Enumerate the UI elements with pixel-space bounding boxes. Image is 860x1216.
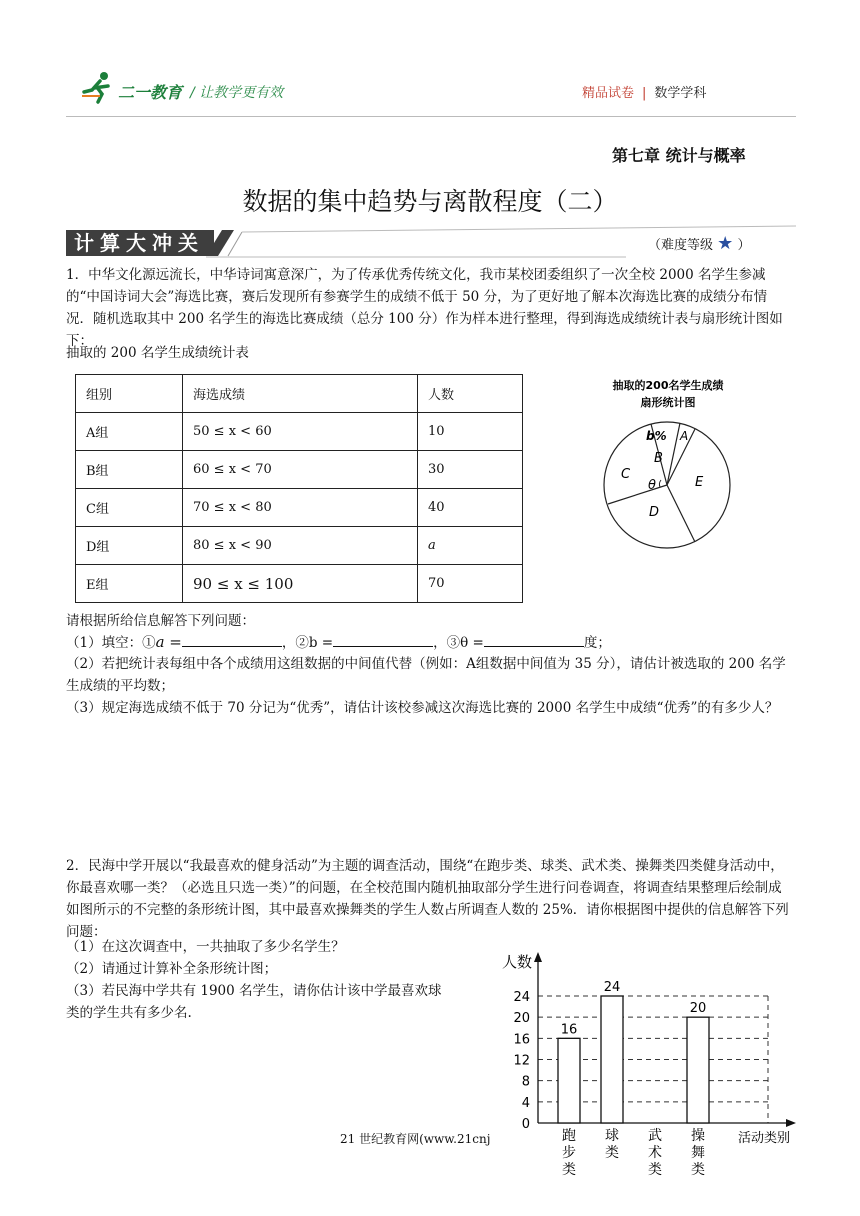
logo-runner-icon [80, 70, 116, 104]
bar-value-label: 24 [603, 980, 621, 995]
y-tick-label: 12 [513, 1053, 530, 1069]
bar-chart [490, 944, 810, 1184]
pie-divider [667, 423, 680, 485]
header-separator: | [642, 86, 647, 101]
q1-part1-end: 度； [583, 635, 611, 651]
q1-part1-c: ，③θ = [433, 635, 484, 651]
q2-part3b: 类的学生共有多少名. [66, 1005, 192, 1021]
x-axis-label: 活动类别 [738, 1131, 791, 1146]
table-cell: A组 [76, 413, 183, 451]
table-cell: D组 [76, 527, 183, 565]
q1-part2: （2）若把统计表每组中各个成绩用这组数据的中间值代替（例如：A组数据中间值为 35 分），请估计被选取的 200 名学生成绩的平均数； [66, 656, 786, 694]
bar-value-label: 16 [560, 1022, 578, 1038]
pie-chart [588, 376, 748, 556]
table-cell: C组 [76, 489, 183, 527]
y-tick-label: 8 [521, 1074, 530, 1090]
table-cell: 30 [418, 451, 523, 489]
header-right [582, 82, 706, 101]
answer-blank-b[interactable] [333, 646, 433, 647]
table-cell: E组 [76, 565, 183, 603]
q1-part1-a: a = [155, 633, 182, 651]
table-row [76, 527, 523, 565]
y-tick-label: 24 [513, 990, 530, 1005]
bar-value-label: 20 [689, 1001, 707, 1017]
page-title: 数据的集中趋势与离散程度（二） [242, 187, 618, 216]
x-tick-label: 类 [691, 1162, 705, 1178]
pie-divider [608, 485, 667, 504]
y-tick-label: 4 [521, 1095, 530, 1111]
table-cell: 70 ≤ x < 80 [183, 489, 418, 527]
q2-part1: （1）在这次调查中，一共抽取了多少名学生？ [66, 939, 345, 955]
table-cell: 60 ≤ x < 70 [183, 451, 418, 489]
q2-part2: （2）请通过计算补全条形统计图； [66, 961, 278, 977]
difficulty-close: ） [737, 238, 751, 253]
table-row [76, 565, 523, 603]
brand-logo: 二一教育 [118, 83, 183, 102]
y-tick-label: 0 [521, 1117, 530, 1132]
table-row [76, 413, 523, 451]
table-cell: 10 [418, 413, 523, 451]
x-tick-label: 跑 [562, 1128, 576, 1144]
y-axis-label: 人数 [502, 953, 533, 971]
pie-label-b: b% [646, 429, 667, 443]
pie-angle-arc [659, 480, 661, 487]
bar [558, 1038, 580, 1123]
pie-title-line1: 抽取的200名学生成绩 [612, 379, 724, 392]
table-cell: 80 ≤ x < 90 [183, 527, 418, 565]
header-rule [66, 116, 796, 117]
chapter-title: 第七章 统计与概率 [612, 146, 746, 165]
difficulty-label: （难度等级 [648, 238, 714, 253]
x-tick-label: 操 [691, 1128, 705, 1144]
table-row [76, 489, 523, 527]
q1-part1 [66, 631, 794, 654]
x-tick-label: 舞 [691, 1145, 705, 1161]
x-axis-arrow-icon [786, 1119, 796, 1127]
q1-table-caption: 抽取的 200 名学生成绩统计表 [66, 345, 249, 361]
x-tick-label: 武 [648, 1128, 662, 1144]
x-tick-label: 球 [605, 1128, 619, 1144]
table-cell: 70 [418, 565, 523, 603]
q2-part3a: （3）若民海中学共有 1900 名学生，请你估计该中学最喜欢球 [66, 983, 442, 999]
pie-label-a: A [680, 429, 689, 443]
pie-label-d: D [649, 505, 660, 520]
star-icon: ★ [717, 233, 734, 254]
q2-intro: 2．民海中学开展以“我最喜欢的健身活动”为主题的调查活动，围绕“在跑步类、球类、武术类、操舞类四类健身活动中，你最喜欢哪一类？（必选且只选一类）”的问题，在全校范围内随机抽取部分学生进行问卷调查，将调查结果整理后绘制成如图所示的不完整的条形统计图，其中最喜欢操舞类的学生人数占所调查人数的 25%．请你根据图中提供的信息解答下列问题： [66, 858, 789, 940]
brand-slogan: / 让教学更有效 [190, 85, 284, 101]
q1-part1-b: ，②b = [281, 635, 334, 651]
q1-part1-start: （1）填空：① [66, 635, 156, 651]
table-cell: a [418, 527, 523, 565]
x-tick-label: 类 [605, 1145, 619, 1161]
x-tick-label: 步 [562, 1145, 576, 1161]
pie-label-e: E [695, 475, 704, 490]
pie-label-theta: θ [648, 478, 656, 493]
q1-prompt: 请根据所给信息解答下列问题： [66, 613, 255, 629]
header-subject: 数学学科 [654, 86, 707, 101]
score-table [75, 374, 523, 603]
x-tick-label: 类 [562, 1162, 576, 1178]
bar [687, 1017, 709, 1123]
pie-label-b-sector: B [654, 451, 663, 466]
pie-title-line2: 扇形统计图 [640, 396, 696, 409]
table-header-cell: 海选成绩 [183, 375, 418, 413]
section-banner: 计算大冲关 [66, 230, 214, 256]
difficulty-level [648, 233, 750, 254]
table-row [76, 451, 523, 489]
table-header-cell: 组别 [76, 375, 183, 413]
q1-part3: （3）规定海选成绩不低于 70 分记为“优秀”，请估计该校参减这次海选比赛的 2000 名学生中成绩“优秀”的有多少人？ [66, 700, 779, 716]
y-axis-arrow-icon [534, 952, 542, 962]
table-cell: 50 ≤ x < 60 [183, 413, 418, 451]
table-cell: 90 ≤ x ≤ 100 [183, 565, 418, 603]
header-paper-type: 精品试卷 [582, 86, 635, 101]
bar [601, 996, 623, 1123]
footer-source: 21 世纪教育网(www.21cnj [340, 1132, 491, 1146]
answer-blank-a[interactable] [182, 646, 282, 647]
y-tick-label: 16 [513, 1032, 530, 1048]
table-cell: B组 [76, 451, 183, 489]
pie-divider [667, 485, 695, 542]
answer-blank-theta[interactable] [484, 646, 584, 647]
table-cell: 40 [418, 489, 523, 527]
table-header-cell: 人数 [418, 375, 523, 413]
y-tick-label: 20 [513, 1011, 530, 1027]
table-header-row [76, 375, 523, 413]
x-tick-label: 术 [648, 1145, 662, 1161]
x-tick-label: 类 [648, 1162, 662, 1178]
pie-label-c: C [621, 467, 631, 482]
q1-intro: 1．中华文化源远流长，中华诗词寓意深广，为了传承优秀传统文化，我市某校团委组织了一次全校 2000 名学生参减的“中国诗词大会”海选比赛，赛后发现所有参赛学生的成绩不低于 50 分，为了更好地了解本次海选比赛的成绩分布情况．随机选取其中 200 名学生的海选比赛成绩（总分 100 分）作为样本进行整理，得到海选成绩统计表与扇形统计图如下： [66, 267, 783, 349]
